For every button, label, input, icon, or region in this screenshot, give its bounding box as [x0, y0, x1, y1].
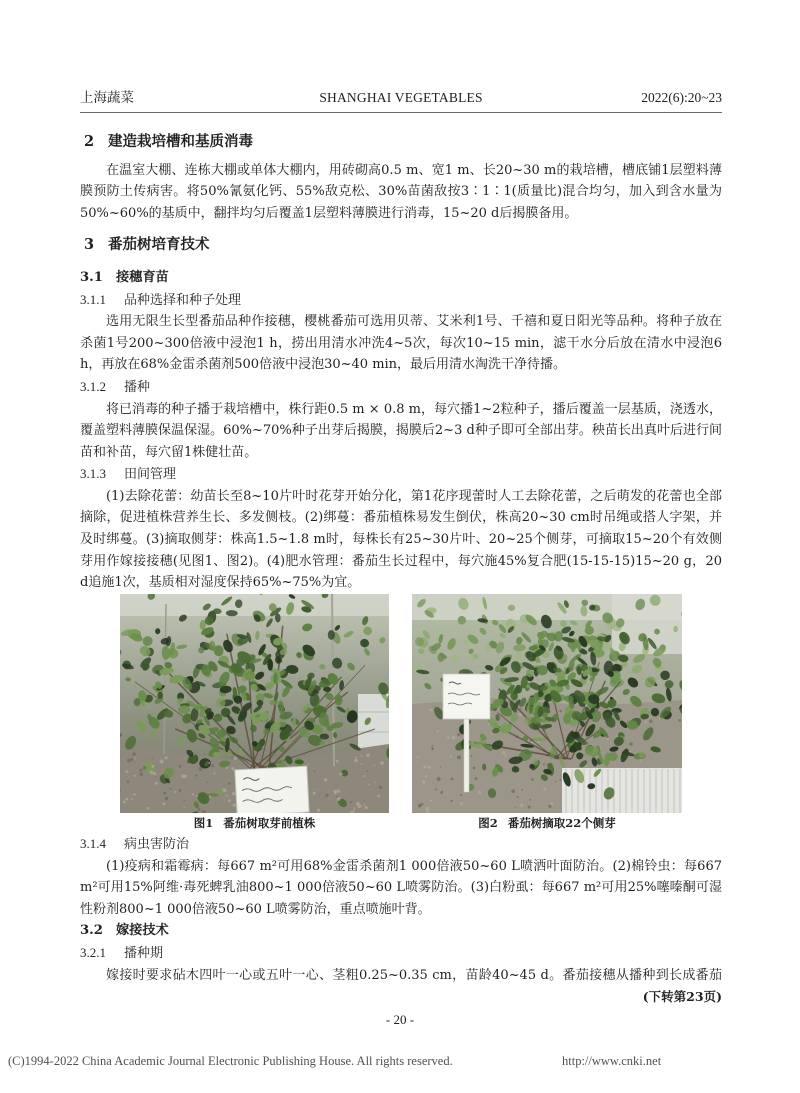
soil-grain [317, 788, 318, 789]
soil-grain [181, 774, 185, 778]
plant-label-sign [443, 674, 490, 719]
soil-grain [417, 756, 419, 758]
section-2-paragraph: 在温室大棚、连栋大棚或单体大棚内，用砖砌高0.5 m、宽1 m、长20~30 m的栽培槽，槽底铺1层塑料薄膜预防土传病害。将50%氰氨化钙、55%敌克松、30%苗菌敌按3∶1∶1(质量比)混合均匀，加入到含水量为50%~60%的基质中，翻拌均匀后覆盖1层塑料薄膜进行消毒，15~20 d后揭膜备用。 [80, 162, 722, 221]
soil-grain [182, 765, 183, 766]
subsection-3-1-2-paragraph: 将已消毒的种子播于栽培槽中，株行距0.5 m × 0.8 m，每穴播1~2粒种子，播后覆盖一层基质，浇透水，覆盖塑料薄膜保温保湿。60%~70%种子出芽后揭膜，揭膜后2~3 d种子即可全部出芽。秧苗长出真叶后进行间苗和补苗，每穴留1株健壮苗。 [80, 401, 722, 460]
soil-grain [361, 763, 363, 765]
soil-grain [229, 762, 230, 763]
soil-grain [365, 806, 368, 809]
subsection-title: 田间管理 [124, 467, 177, 483]
soil-grain [125, 797, 128, 800]
soil-grain [152, 757, 153, 758]
soil-grain [140, 772, 144, 776]
soil-grain [478, 790, 482, 794]
page-number: - 20 - [385, 1012, 415, 1027]
sign-post [464, 718, 469, 792]
subsection-number: 3.1 [80, 269, 103, 285]
sign-board [235, 766, 309, 813]
soil-grain [374, 781, 376, 783]
soil-grain [193, 754, 195, 756]
soil-grain [678, 719, 681, 722]
soil-grain [475, 777, 478, 780]
soil-grain [179, 765, 182, 768]
soil-grain [645, 721, 647, 723]
soil-grain [431, 747, 434, 750]
soil-grain [234, 757, 237, 760]
soil-grain [211, 764, 214, 767]
soil-grain [336, 760, 339, 763]
soil-grain [232, 792, 235, 795]
soil-grain [324, 778, 328, 782]
soil-grain [425, 807, 429, 811]
section-number: 2 [84, 133, 95, 151]
soil-grain [233, 803, 236, 806]
soil-grain [165, 797, 168, 800]
publisher-url: http://www.cnki.net [562, 1054, 662, 1068]
soil-grain [355, 756, 357, 758]
soil-grain [222, 788, 226, 792]
soil-grain [450, 755, 452, 757]
subsection-title: 播种 [124, 379, 151, 395]
soil-grain [440, 792, 442, 794]
soil-grain [364, 800, 365, 801]
soil-grain [356, 802, 360, 806]
soil-grain [149, 770, 153, 774]
soil-grain [153, 772, 156, 775]
soil-grain [428, 766, 431, 769]
soil-grain [192, 793, 194, 795]
subsection-3-1-1-paragraph: 选用无限生长型番茄品种作接穗，樱桃番茄可选用贝蒂、艾米利1号、千禧和夏日阳光等品种。将种子放在杀菌1号200~300倍液中浸泡1 h，捞出用清水冲洗4~5次，每次10~15 min，滤干水分后放在清水中浸泡6 h，再放在68%金雷杀菌剂500倍液中浸泡30~40 min，最后用清水淘洗干净待播。 [80, 314, 722, 373]
soil-grain [520, 803, 524, 807]
figure-1-caption [120, 813, 389, 833]
subsection-3-2-1-paragraph: 嫁接时要求砧木四叶一心或五叶一心、茎粗0.25~0.35 cm，苗龄40~45 d。番茄接穗从播种到长成番茄 [106, 967, 722, 983]
soil-grain [226, 767, 228, 769]
soil-grain [377, 794, 380, 797]
section-3-heading [80, 234, 722, 256]
subsection-title: 品种选择和种子处理 [124, 292, 242, 308]
soil-grain [204, 753, 205, 754]
subsection-number: 3.1.1 [80, 291, 106, 307]
soil-grain [436, 730, 438, 732]
soil-grain [209, 795, 211, 797]
soil-grain [460, 794, 462, 796]
soil-grain [450, 777, 453, 780]
figure-label: 图1 [193, 815, 214, 830]
soil-grain [422, 780, 426, 784]
soil-grain [164, 756, 167, 759]
soil-grain [130, 758, 133, 761]
soil-grain [131, 798, 133, 800]
soil-grain [555, 781, 556, 782]
soil-grain [354, 759, 357, 762]
soil-grain [434, 706, 435, 707]
soil-grain [366, 753, 370, 757]
soil-grain [515, 807, 516, 808]
soil-grain [354, 807, 356, 809]
soil-grain [502, 751, 506, 755]
soil-grain [213, 772, 215, 774]
subsection-number: 3.1.2 [80, 378, 106, 394]
soil-grain [431, 745, 433, 747]
figure-2 [412, 594, 682, 830]
soil-grain [127, 780, 130, 783]
running-header [80, 87, 722, 109]
soil-grain [419, 803, 422, 806]
soil-grain [470, 755, 472, 757]
soil-grain [531, 778, 534, 781]
soil-grain [228, 799, 231, 802]
soil-grain [457, 755, 461, 759]
figure-row [80, 594, 722, 833]
soil-grain [435, 788, 437, 790]
soil-grain [334, 790, 337, 793]
copyright-notice: (C)1994-2022 China Academic Journal Electronic Publishing House. All rights reserved. [8, 1054, 453, 1068]
soil-grain [543, 787, 546, 790]
soil-grain [208, 762, 210, 764]
figure-caption-text: 番茄树取芽前植株 [223, 815, 316, 830]
soil-grain [455, 726, 457, 728]
soil-grain [132, 752, 136, 756]
soil-grain [337, 797, 341, 801]
soil-grain [368, 783, 370, 785]
soil-grain [649, 719, 652, 722]
subsection-title: 嫁接技术 [116, 923, 169, 939]
subsection-3-1-3-paragraph: (1)去除花蕾：幼苗长至8~10片叶时花芽开始分化，第1花序现蕾时人工去除花蕾，之后萌发的花蕾也全部摘除，促进植株营养生长、多发侧枝。(2)绑蔓：番茄植株易发生倒伏，株高20~30 cm时吊绳或搭人字架，并及时绑蔓。(3)摘取侧芽：株高1.5~1.8 m时，每株长有25~30片叶、20~25个侧芽，可摘取15~20个有效侧芽用作嫁接接穗(见图1、图2)。(4)肥水管理：番茄生长过程中，每穴施45%复合肥(15-15-15)15~20 g，20 d追施1次，基质相对湿度保持65%~75%为宜。 [80, 488, 722, 591]
soil-grain [440, 766, 441, 767]
soil-grain [460, 802, 463, 805]
soil-grain [179, 789, 182, 792]
soil-grain [143, 766, 147, 770]
soil-grain [308, 763, 310, 765]
soil-grain [317, 809, 320, 812]
soil-grain [140, 768, 143, 771]
soil-grain [543, 763, 545, 765]
soil-grain [199, 767, 203, 771]
soil-grain [550, 802, 553, 805]
soil-grain [155, 777, 156, 778]
subsection-number: 3.2.1 [80, 945, 106, 960]
soil-grain [231, 767, 234, 770]
soil-grain [314, 770, 316, 772]
article-body [80, 131, 722, 1008]
plant-label-sign [235, 766, 309, 813]
subsection-3-1-4-heading [80, 833, 722, 856]
figure-2-photo [412, 594, 682, 813]
subsection-number: 3.1.4 [80, 836, 106, 852]
soil-grain [196, 795, 198, 797]
soil-grain [183, 800, 184, 801]
figure-caption-text: 番茄树摘取22个侧芽 [507, 815, 616, 830]
soil-grain [313, 792, 316, 795]
soil-grain [425, 775, 427, 777]
soil-grain [206, 781, 208, 783]
soil-grain [452, 736, 456, 740]
section-number: 3 [84, 235, 95, 253]
soil-grain [195, 774, 197, 776]
soil-grain [353, 809, 355, 811]
soil-grain [226, 795, 228, 797]
soil-grain [517, 796, 519, 798]
subsection-number: 3.1.3 [80, 466, 106, 482]
soil-grain [363, 775, 365, 777]
soil-grain [430, 708, 433, 711]
soil-grain [491, 733, 493, 735]
sign-board [443, 674, 490, 719]
soil-grain [511, 789, 515, 793]
continued-note: (下转第23页) [642, 989, 722, 1005]
soil-grain [155, 782, 158, 785]
subsection-number: 3.2 [80, 923, 103, 939]
subsection-title: 病虫害防治 [124, 837, 190, 853]
figure-1 [120, 594, 389, 830]
header-rule [80, 112, 722, 113]
soil-grain [134, 757, 136, 759]
soil-grain [340, 772, 343, 775]
subsection-title: 接穗育苗 [116, 269, 169, 285]
soil-grain [367, 770, 369, 772]
soil-grain [529, 799, 531, 801]
subsection-3-1-1-heading [80, 289, 722, 312]
soil-grain [520, 708, 522, 710]
subsection-3-2-1-heading [80, 942, 722, 965]
soil-grain [134, 774, 136, 776]
soil-grain [325, 794, 328, 797]
soil-grain [184, 807, 185, 808]
soil-grain [521, 789, 523, 791]
soil-grain [152, 765, 155, 768]
section-title: 建造栽培槽和基质消毒 [108, 133, 253, 151]
soil-grain [231, 757, 233, 759]
section-2-heading [80, 131, 722, 153]
soil-grain [528, 805, 531, 808]
soil-grain [643, 706, 645, 708]
soil-grain [450, 800, 452, 802]
subsection-3-1-heading [80, 267, 722, 289]
soil-grain [379, 786, 382, 789]
soil-grain [504, 754, 506, 756]
soil-grain [559, 779, 561, 781]
subsection-3-1-4-paragraph: (1)疫病和霜霉病：每667 m²可用68%金雷杀菌剂1 000倍液50~60 L喷洒叶面防治。(2)棉铃虫：每667 m²可用15%阿维·毒死蜱乳油800~1 000倍液50~60 L喷雾防治。(3)白粉虱：每667 m²可用25%噻嗪酮可湿性粉剂800~1 000倍液50~60 L喷雾防治，重点喷施叶背。 [80, 858, 722, 917]
soil-grain [457, 733, 460, 736]
figure-2-caption [412, 813, 682, 833]
soil-grain [447, 736, 450, 739]
subsection-3-1-3-heading [80, 463, 722, 486]
soil-grain [361, 755, 363, 757]
soil-grain [380, 761, 384, 765]
soil-grain [149, 758, 150, 759]
soil-grain [123, 800, 126, 803]
soil-grain [198, 808, 201, 811]
issue-citation: 2022(6):20~23 [641, 90, 722, 105]
figure-label: 图2 [478, 815, 498, 830]
figure-1-photo [120, 594, 389, 813]
soil-grain [133, 793, 136, 796]
journal-name-en: SHANGHAI VEGETABLES [319, 90, 483, 105]
soil-grain [559, 710, 562, 713]
soil-grain [147, 807, 150, 810]
subsection-3-2-heading [80, 920, 722, 942]
subsection-title: 播种期 [124, 946, 164, 961]
soil-grain [430, 799, 432, 801]
soil-grain [437, 777, 441, 781]
soil-grain [423, 765, 426, 768]
soil-grain [337, 789, 341, 793]
soil-grain [629, 742, 633, 746]
soil-grain [162, 802, 165, 805]
soil-grain [127, 758, 131, 762]
soil-grain [250, 752, 254, 756]
leaf [328, 630, 335, 640]
soil-grain [174, 791, 176, 793]
soil-grain [228, 782, 231, 785]
soil-grain [473, 766, 476, 769]
soil-grain [350, 801, 352, 803]
soil-grain [163, 792, 166, 795]
subsection-3-1-2-heading [80, 376, 722, 399]
soil-grain [363, 804, 365, 806]
soil-grain [374, 764, 376, 766]
section-title: 番茄树培育技术 [108, 235, 210, 253]
soil-grain [126, 770, 129, 773]
soil-grain [160, 759, 164, 763]
soil-grain [170, 788, 172, 790]
soil-grain [278, 760, 282, 764]
journal-name-cn: 上海蔬菜 [80, 90, 134, 106]
